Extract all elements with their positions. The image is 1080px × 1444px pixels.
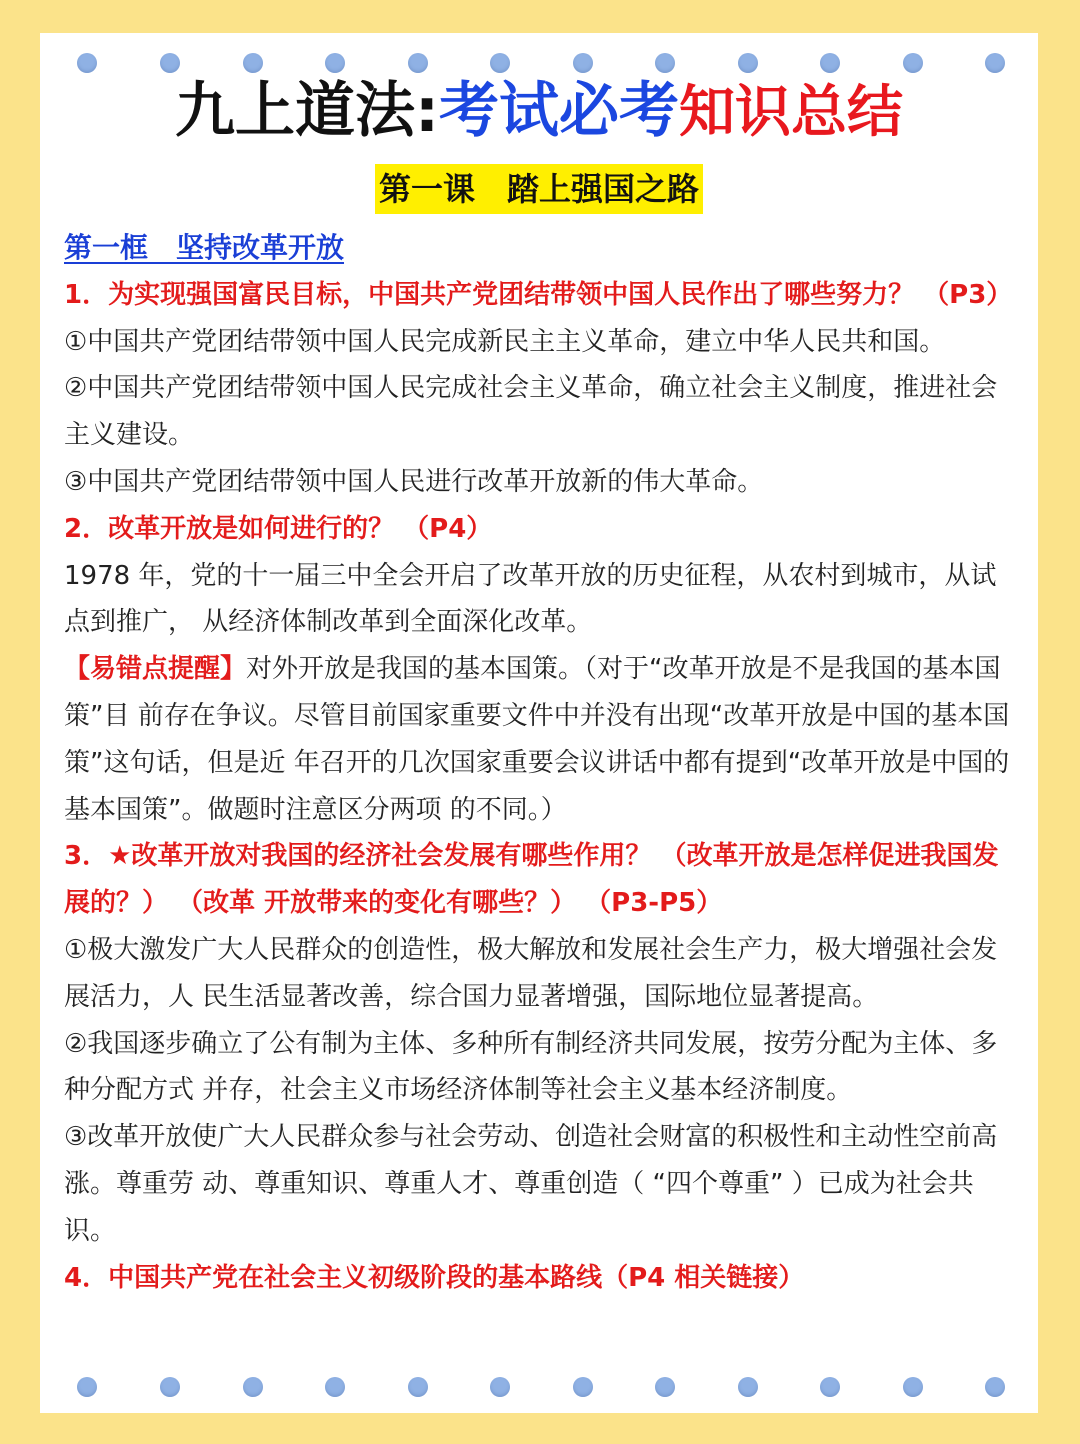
question-1: 1．为实现强国富民目标，中国共产党团结带领中国人民作出了哪些努力？ （P3） xyxy=(64,279,1013,310)
dot-icon xyxy=(243,53,263,73)
question-2-answer: 1978 年，党的十一届三中全会开启了改革开放的历史征程，从农村到城市，从试点到推广， 从经济体制改革到全面深化改革。 xyxy=(64,560,997,638)
lesson-subtitle: 第一课 踏上强国之路 xyxy=(375,164,703,214)
dot-icon xyxy=(655,53,675,73)
title-part-3: 知识总结 xyxy=(679,80,903,145)
dot-icon xyxy=(325,1377,345,1397)
dot-icon xyxy=(325,53,345,73)
dot-icon xyxy=(820,53,840,73)
error-tip-label: 【易错点提醒】 xyxy=(64,654,247,685)
dot-icon xyxy=(985,1377,1005,1397)
dot-icon xyxy=(903,53,923,73)
dot-icon xyxy=(985,53,1005,73)
error-tip-text: 对外开放是我国的基本国策。（对于“改革开放是不是我国的基本国策”目 前存在争议。尽管目前国家重要文件中并没有出现“改革开放是中国的基本国策”这句话，但是近 年召开的几次国家重要会议讲话中都有提到“改革开放是中国的基本国策”。做题时注意区分两项 的不同。） xyxy=(64,654,1010,825)
dot-icon xyxy=(490,1377,510,1397)
dot-icon xyxy=(655,1377,675,1397)
question-1-answer-3: ③中国共产党团结带领中国人民进行改革开放新的伟大革命。 xyxy=(64,466,764,497)
dot-icon xyxy=(573,53,593,73)
dot-icon xyxy=(408,53,428,73)
dot-icon xyxy=(77,1377,97,1397)
dot-icon xyxy=(160,1377,180,1397)
page-title xyxy=(40,73,1038,151)
section-heading: 第一框 坚持改革开放 xyxy=(64,231,345,264)
question-1-answer-2: ②中国共产党团结带领中国人民完成社会主义革命，确立社会主义制度，推进社会主义建设。 xyxy=(64,373,998,451)
question-2: 2．改革开放是如何进行的？ （P4） xyxy=(64,513,493,544)
dot-icon xyxy=(903,1377,923,1397)
question-4: 4．中国共产党在社会主义初级阶段的基本路线（P4 相关链接） xyxy=(64,1262,805,1293)
dot-icon xyxy=(408,1377,428,1397)
title-part-2: 考试必考 xyxy=(439,76,679,146)
dot-icon xyxy=(490,53,510,73)
dot-icon xyxy=(573,1377,593,1397)
title-part-1: 九上道法: xyxy=(175,76,439,146)
dot-icon xyxy=(738,1377,758,1397)
question-1-answer-1: ①中国共产党团结带领中国人民完成新民主主义革命，建立中华人民共和国。 xyxy=(64,326,946,357)
dot-icon xyxy=(243,1377,263,1397)
decorative-dots-bottom xyxy=(40,1377,1038,1399)
decorative-dots-top xyxy=(40,53,1038,75)
dot-icon xyxy=(820,1377,840,1397)
question-3-answer-3: ③改革开放使广大人民群众参与社会劳动、创造社会财富的积极性和主动性空前高涨。尊重劳 动、尊重知识、尊重人才、尊重创造（ “四个尊重” ）已成为社会共识。 xyxy=(64,1122,998,1246)
dot-icon xyxy=(77,53,97,73)
subtitle-row xyxy=(40,164,1038,214)
document-body xyxy=(64,225,1022,1301)
document-card xyxy=(40,33,1038,1413)
question-3-answer-2: ②我国逐步确立了公有制为主体、多种所有制经济共同发展，按劳分配为主体、多种分配方式 并存，社会主义市场经济体制等社会主义基本经济制度。 xyxy=(64,1028,998,1106)
error-tip xyxy=(64,646,1022,833)
question-3-answer-1: ①极大激发广大人民群众的创造性，极大解放和发展社会生产力，极大增强社会发展活力，人 民生活显著改善，综合国力显著增强，国际地位显著提高。 xyxy=(64,934,998,1012)
question-3: 3．★改革开放对我国的经济社会发展有哪些作用？ （改革开放是怎样促进我国发展的？） （改革 开放带来的变化有哪些？） （P3-P5） xyxy=(64,841,999,919)
dot-icon xyxy=(738,53,758,73)
dot-icon xyxy=(160,53,180,73)
